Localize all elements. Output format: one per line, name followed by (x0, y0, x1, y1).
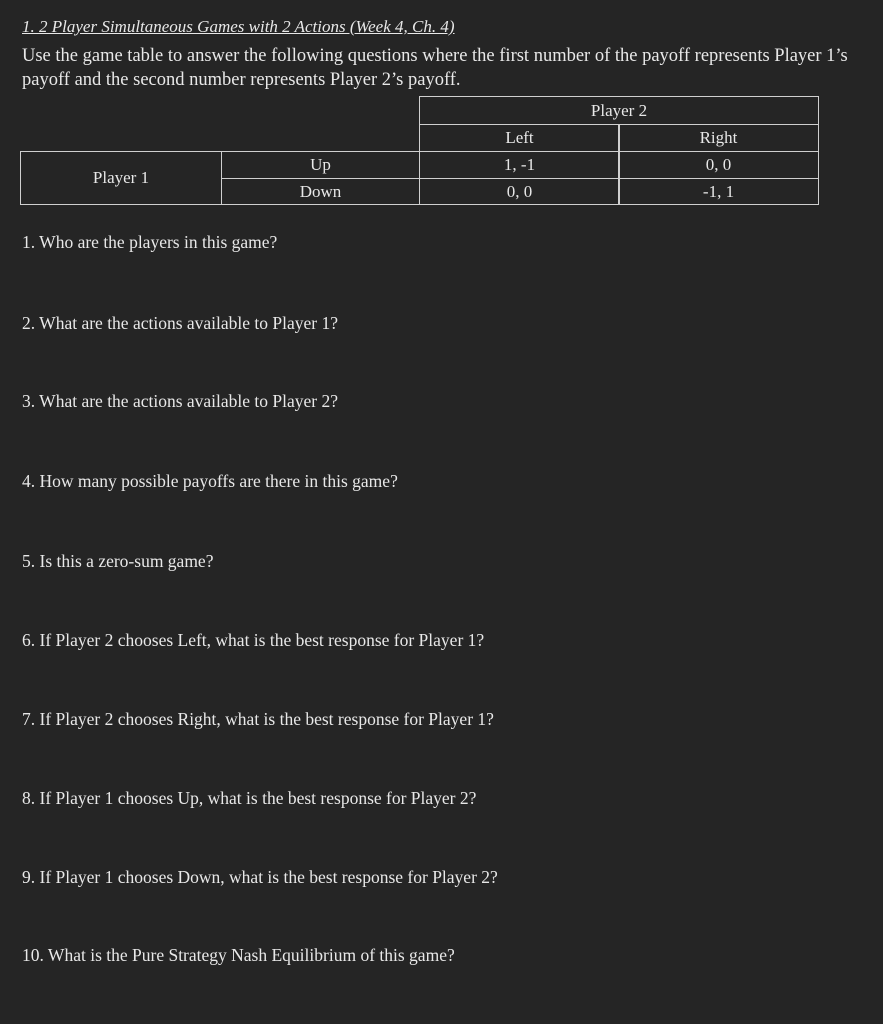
player2-header: Player 2 (419, 96, 819, 125)
payoff-up-left: 1, -1 (419, 151, 620, 179)
question-1: 1. Who are the players in this game? (22, 232, 278, 252)
col-action-left: Left (419, 124, 620, 152)
question-5: 5. Is this a zero-sum game? (22, 551, 214, 571)
question-10: 10. What is the Pure Strategy Nash Equilibrium of this game? (22, 945, 455, 965)
payoff-down-right: -1, 1 (618, 178, 819, 205)
question-2: 2. What are the actions available to Player 1? (22, 313, 339, 333)
question-7: 7. If Player 2 chooses Right, what is the best response for Player 1? (22, 709, 494, 729)
row-action-down: Down (221, 178, 420, 205)
question-3: 3. What are the actions available to Player 2? (22, 391, 339, 411)
question-4: 4. How many possible payoffs are there in this game? (22, 471, 398, 491)
question-6: 6. If Player 2 chooses Left, what is the best response for Player 1? (22, 630, 485, 650)
section-heading: 1. 2 Player Simultaneous Games with 2 Actions (Week 4, Ch. 4) (22, 17, 455, 36)
question-9: 9. If Player 1 chooses Down, what is the best response for Player 2? (22, 867, 498, 887)
payoff-up-right: 0, 0 (618, 151, 819, 179)
player1-label: Player 1 (20, 151, 222, 205)
row-action-up: Up (221, 151, 420, 179)
col-action-right: Right (618, 124, 819, 152)
payoff-down-left: 0, 0 (419, 178, 620, 205)
intro-text: Use the game table to answer the following questions where the first number of the payoff represents Player 1’s payoff and the second number represents Player 2’s payoff. (22, 46, 848, 90)
question-8: 8. If Player 1 chooses Up, what is the best response for Player 2? (22, 788, 477, 808)
